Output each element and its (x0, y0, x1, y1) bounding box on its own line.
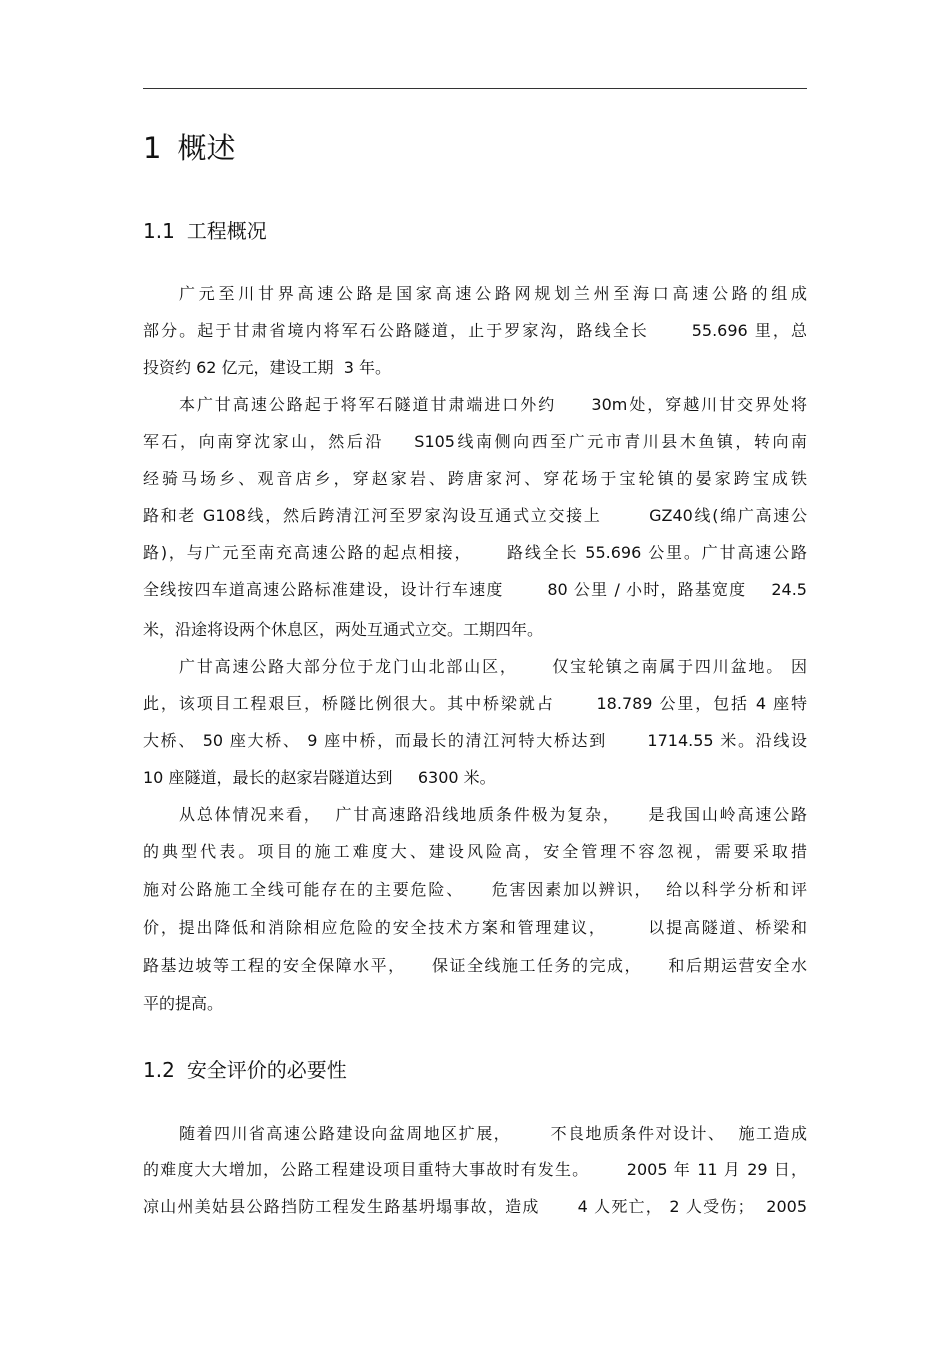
paragraph-line: 路和老 G108线，然后跨清江河至罗家沟设互通式立交接上 GZ40线(绵广高速公 (143, 506, 807, 525)
chapter-heading (143, 126, 235, 170)
paragraph-line: 的难度大大增加，公路工程建设项目重特大事故时有发生。 2005 年 11 月 29 日， (143, 1160, 807, 1179)
paragraph-line: 广甘高速公路大部分位于龙门山北部山区， 仅宝轮镇之南属于四川盆地。 因 (179, 657, 807, 676)
paragraph-line: 广元至川甘界高速公路是国家高速公路网规划兰州至海口高速公路的组成 (179, 284, 807, 303)
paragraph-line: 平的提高。 (143, 994, 224, 1013)
paragraph-line: 本广甘高速公路起于将军石隧道甘肃端进口外约 30m处，穿越川甘交界处将 (179, 395, 807, 414)
paragraph-line: 路基边坡等工程的安全保障水平， 保证全线施工任务的完成， 和后期运营安全水 (143, 956, 807, 975)
paragraph-line: 大桥、 50 座大桥、 9 座中桥，而最长的清江河特大桥达到 1714.55 米。沿线设 (143, 731, 807, 750)
paragraph-line: 经骑马场乡、观音店乡，穿赵家岩、跨唐家河、穿花场于宝轮镇的晏家跨宝成铁 (143, 469, 807, 488)
paragraph-line: 投资约 62 亿元，建设工期 3 年。 (143, 358, 391, 377)
paragraph-line: 军石，向南穿沈家山，然后沿 S105线南侧向西至广元市青川县木鱼镇，转向南 (143, 432, 807, 451)
paragraph-line: 此，该项目工程艰巨，桥隧比例很大。其中桥梁就占 18.789 公里，包括 4 座特 (143, 694, 807, 713)
paragraph-line: 从总体情况来看， 广甘高速路沿线地质条件极为复杂， 是我国山岭高速公路 (179, 805, 807, 824)
section-title: 工程概况 (186, 219, 267, 243)
chapter-title: 概述 (177, 131, 236, 165)
section-heading (143, 1055, 347, 1085)
paragraph-line: 全线按四车道高速公路标准建设，设计行车速度 80 公里 / 小时，路基宽度 24.5 (143, 580, 807, 599)
header-rule (143, 88, 807, 89)
chapter-number: 1 (143, 131, 162, 165)
section-heading (143, 216, 267, 246)
section-number: 1.1 (143, 219, 175, 243)
paragraph-line: 10 座隧道，最长的赵家岩隧道达到 6300 米。 (143, 768, 496, 787)
paragraph-line: 凉山州美姑县公路挡防工程发生路基坍塌事故，造成 4 人死亡， 2 人受伤； 2005 (143, 1197, 807, 1216)
paragraph-line: 路)，与广元至南充高速公路的起点相接， 路线全长 55.696 公里。广甘高速公路 (143, 543, 807, 562)
section-title: 安全评价的必要性 (186, 1058, 347, 1082)
paragraph-line: 米，沿途将设两个休息区，两处互通式立交。工期四年。 (143, 620, 544, 639)
paragraph-line: 随着四川省高速公路建设向盆周地区扩展， 不良地质条件对设计、 施工造成 (179, 1124, 807, 1143)
paragraph-line: 施对公路施工全线可能存在的主要危险、 危害因素加以辨识， 给以科学分析和评 (143, 880, 807, 899)
section-number: 1.2 (143, 1058, 175, 1082)
paragraph-line: 部分。起于甘肃省境内将军石公路隧道，止于罗家沟，路线全长 55.696 里，总 (143, 321, 807, 340)
paragraph-line: 价，提出降低和消除相应危险的安全技术方案和管理建议， 以提高隧道、桥梁和 (143, 918, 807, 937)
paragraph-line: 的典型代表。项目的施工难度大、建设风险高，安全管理不容忽视，需要采取措 (143, 842, 807, 861)
